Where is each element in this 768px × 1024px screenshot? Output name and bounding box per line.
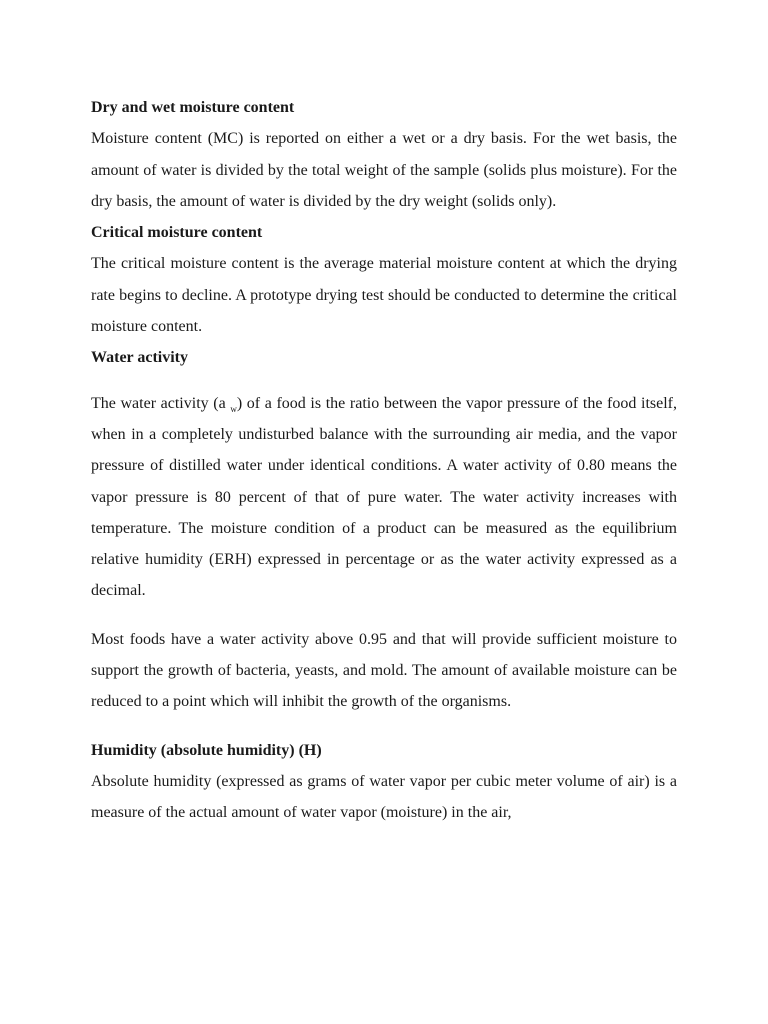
heading-humidity: Humidity (absolute humidity) (H) <box>91 741 322 759</box>
water-activity-text-start: The water activity (a <box>91 394 226 412</box>
water-activity-text-rest: ) of a food is the ratio between the vapor pressure of the food itself, when in a completely undisturbed balance with the surrounding air media, and the vapor pressure of distilled water under identical conditions. A water activity of 0.80 means the vapor pressure is 80 percent of that of pure water. The water activity increases with temperature. The moisture condition of a product can be measured as the equilibrium relative humidity (ERH) expressed in percentage or as the water activity expressed as a decimal. <box>91 394 677 600</box>
document-page <box>91 92 677 829</box>
heading-critical-moisture: Critical moisture content <box>91 224 263 242</box>
paragraph-water-activity-definition <box>91 388 677 607</box>
heading-dry-wet-moisture: Dry and wet moisture content <box>91 99 295 116</box>
paragraph-water-activity-foods: Most foods have a water activity above 0.95 and that will provide sufficient moisture to support the growth of bacteria, yeasts, and mold. The amount of available moisture can be reduced to a point which will inhibit the growth of the organisms. <box>91 630 677 711</box>
heading-water-activity: Water activity <box>91 349 189 367</box>
water-activity-subscript: w <box>230 403 237 414</box>
paragraph-critical-moisture: The critical moisture content is the average material moisture content at which the drying rate begins to decline. A prototype drying test should be conducted to determine the critical moisture content. <box>91 255 677 336</box>
paragraph-dry-wet-moisture: Moisture content (MC) is reported on either a wet or a dry basis. For the wet basis, the amount of water is divided by the total weight of the sample (solids plus moisture). For the dry basis, the amount of water is divided by the dry weight (solids only). <box>91 130 677 210</box>
paragraph-humidity: Absolute humidity (expressed as grams of water vapor per cubic meter volume of air) is a measure of the actual amount of water vapor (moisture) in the air, <box>91 772 677 822</box>
